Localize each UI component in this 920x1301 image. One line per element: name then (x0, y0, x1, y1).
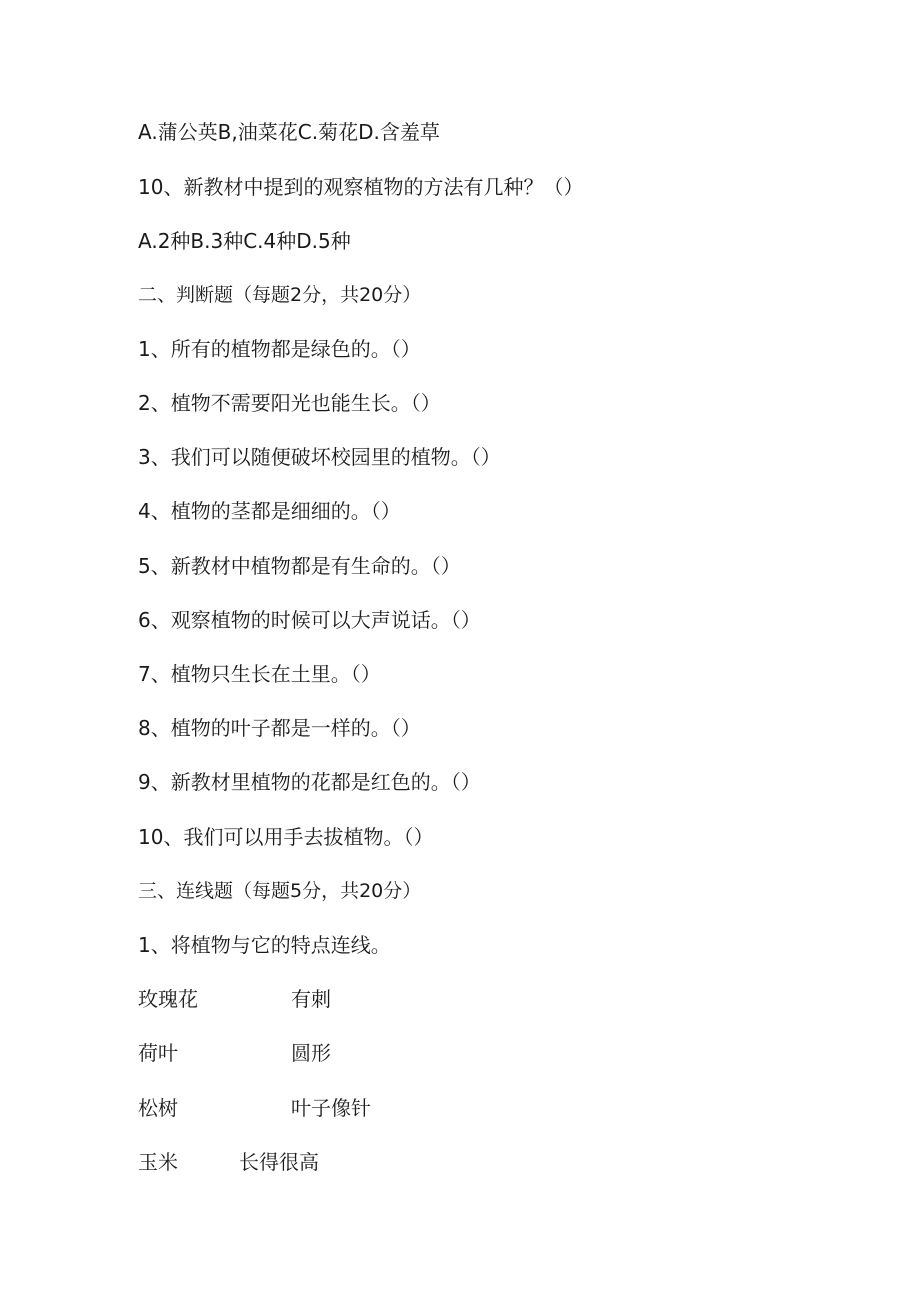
judgement-item-10: 10、我们可以用手去拔植物。（） (138, 825, 434, 849)
section-matching-heading: 三、连线题（每题5分，共20分） (138, 880, 422, 902)
matching-feature: 叶子像针 (291, 1096, 371, 1120)
judgement-item-2: 2、植物不需要阳光也能生长。（） (138, 391, 441, 415)
judgement-item-8: 8、植物的叶子都是一样的。（） (138, 716, 421, 740)
matching-feature: 有刺 (291, 987, 331, 1011)
matching-feature: 圆形 (291, 1041, 331, 1065)
judgement-item-3: 3、我们可以随便破坏校园里的植物。（） (138, 445, 501, 469)
matching-plant: 玫瑰花 (138, 987, 198, 1011)
q10-question: 10、新教材中提到的观察植物的方法有几种？（） (138, 175, 584, 199)
q10-options: A.2种B.3种C.4种D.5种 (138, 229, 351, 253)
judgement-item-6: 6、观察植物的时候可以大声说话。（） (138, 608, 481, 632)
section-judgement-heading: 二、判断题（每题2分，共20分） (138, 284, 422, 306)
matching-question-1: 1、将植物与它的特点连线。 (138, 933, 391, 957)
matching-plant: 玉米 (138, 1150, 178, 1174)
judgement-item-4: 4、植物的茎都是细细的。（） (138, 499, 401, 523)
matching-feature: 长得很高 (239, 1150, 319, 1174)
matching-plant: 松树 (138, 1096, 178, 1120)
q9-options: A.蒲公英B,油菜花C.菊花D.含羞草 (138, 120, 440, 144)
matching-plant: 荷叶 (138, 1041, 178, 1065)
judgement-item-5: 5、新教材中植物都是有生命的。（） (138, 554, 461, 578)
judgement-item-1: 1、所有的植物都是绿色的。（） (138, 337, 421, 361)
judgement-item-9: 9、新教材里植物的花都是红色的。（） (138, 770, 481, 794)
judgement-item-7: 7、植物只生长在土里。（） (138, 662, 381, 686)
